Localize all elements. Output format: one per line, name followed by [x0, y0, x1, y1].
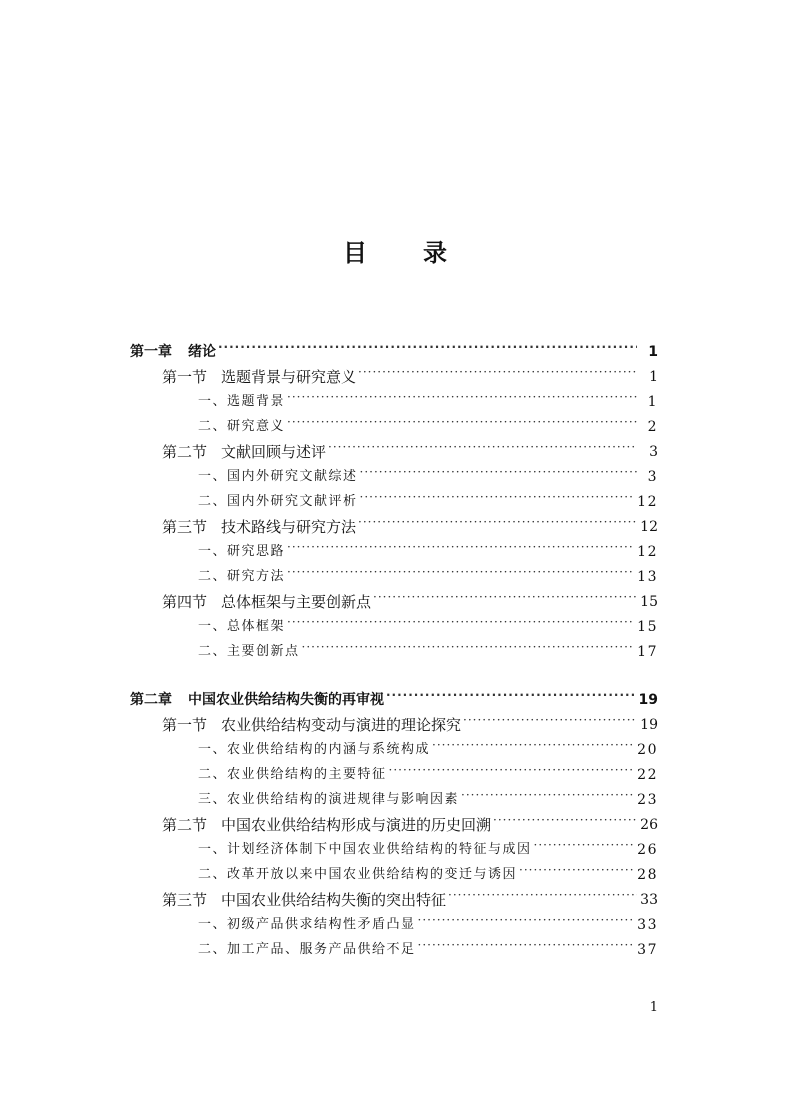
title-char-2: 录 [423, 239, 447, 267]
toc-entry-title [198, 763, 387, 787]
toc-entry-page: 13 [637, 569, 658, 585]
toc-entry-page: 22 [637, 767, 658, 783]
toc-entry-text: 二、加工产品、服务产品供给不足 [198, 942, 416, 957]
toc-entry-number: 第二章 [130, 692, 172, 708]
toc-entry-page: 2 [647, 419, 658, 435]
toc-entry-title [162, 713, 461, 737]
toc-entry-page: 19 [638, 692, 658, 708]
toc-entry-text: 二、研究方法 [198, 569, 286, 584]
toc-entry-text: 一、国内外研究文献综述 [198, 469, 358, 484]
toc-leader-dots [493, 808, 637, 832]
toc-entry-number: 第二节 [162, 443, 208, 461]
toc-entry-title [198, 465, 358, 489]
toc-entry-title [198, 838, 532, 862]
toc-entry-page: 3 [647, 469, 658, 485]
toc-entry-number: 第一章 [130, 344, 172, 360]
toc-entry-page: 12 [640, 519, 658, 535]
toc-entry-text: 中国农业供给结构失衡的突出特征 [221, 891, 447, 909]
toc-entry[interactable] [198, 938, 658, 962]
toc-leader-dots [360, 485, 635, 509]
toc-entry-page: 20 [637, 742, 658, 758]
toc-entry-text: 中国农业供给结构失衡的再审视 [188, 692, 384, 708]
toc-entry-text: 二、国内外研究文献评析 [198, 494, 358, 509]
toc-entry-page: 37 [637, 942, 658, 958]
toc-entry-text: 二、改革开放以来中国农业供给结构的变迁与诱因 [198, 867, 518, 882]
toc-entry-title [198, 938, 416, 962]
toc-entry-text: 农业供给结构变动与演进的理论探究 [221, 716, 462, 734]
toc-entry-page: 12 [637, 544, 658, 560]
title-char-1: 目 [343, 239, 367, 267]
toc-leader-dots [287, 410, 637, 434]
toc-entry-page: 1 [647, 394, 658, 410]
toc-leader-dots [386, 683, 636, 707]
toc-leader-dots [463, 708, 637, 732]
toc-leader-dots [218, 335, 637, 359]
toc-entry-page: 19 [640, 717, 658, 733]
toc-entry-text: 绪论 [188, 344, 216, 360]
toc-leader-dots [328, 435, 637, 459]
toc-entry-text: 二、研究意义 [198, 419, 286, 434]
toc-leader-dots [534, 833, 635, 857]
toc-entry-page: 23 [637, 792, 658, 808]
toc-entry-page: 28 [637, 867, 658, 883]
toc-entry-text: 二、农业供给结构的主要特征 [198, 767, 387, 782]
toc-entry-text: 一、研究思路 [198, 544, 286, 559]
toc-entry-text: 一、选题背景 [198, 394, 286, 409]
toc-entry-title [198, 415, 285, 439]
toc-leader-dots [360, 460, 637, 484]
toc-entry-text: 一、初级产品供求结构性矛盾凸显 [198, 917, 416, 932]
toc-entry-title [198, 565, 285, 589]
toc-entry-text: 文献回顾与述评 [221, 443, 327, 461]
toc-entry-title [162, 813, 491, 837]
toc-entry-page: 12 [637, 494, 658, 510]
toc-entry-text: 一、农业供给结构的内涵与系统构成 [198, 742, 431, 757]
toc-entry-number: 第三节 [162, 891, 208, 909]
toc-entry-title [198, 490, 358, 514]
toc-entry-page: 17 [637, 644, 658, 660]
toc-leader-dots [358, 360, 637, 384]
toc-leader-dots [389, 758, 635, 782]
toc-entry-title [198, 390, 285, 414]
toc-entry-page: 26 [640, 817, 658, 833]
toc-entry-page: 15 [637, 619, 658, 635]
toc-entry-title [198, 615, 285, 639]
toc-entry-number: 第三节 [162, 518, 208, 536]
toc-entry-number: 第一节 [162, 716, 208, 734]
toc-leader-dots [302, 635, 635, 659]
toc-entry-page: 33 [637, 917, 658, 933]
toc-entry-number: 第二节 [162, 816, 208, 834]
toc-entry-title [162, 888, 446, 912]
toc-entry-text: 一、计划经济体制下中国农业供给结构的特征与成因 [198, 842, 532, 857]
toc-entry-number: 第一节 [162, 368, 208, 386]
toc-entry-title [130, 688, 384, 712]
toc-leader-dots [373, 585, 637, 609]
toc-entry-title [162, 440, 326, 464]
toc-entry-page: 26 [637, 842, 658, 858]
toc-leader-dots [287, 385, 637, 409]
toc-leader-dots [287, 535, 634, 559]
toc-leader-dots [418, 908, 635, 932]
toc-leader-dots [287, 610, 634, 634]
toc-entry-page: 33 [640, 892, 658, 908]
toc-entry-page: 3 [649, 444, 658, 460]
toc-entry-text: 二、主要创新点 [198, 644, 300, 659]
toc-entry-text: 选题背景与研究意义 [221, 368, 357, 386]
toc-leader-dots [519, 858, 634, 882]
toc-entry[interactable] [198, 640, 658, 664]
toc-entry-text: 技术路线与研究方法 [221, 518, 357, 536]
toc-entry-text: 三、农业供给结构的演进规律与影响因素 [198, 792, 460, 807]
toc-entry-title [198, 913, 416, 937]
toc-leader-dots [448, 883, 637, 907]
page-title [0, 233, 790, 268]
toc-entry-title [130, 340, 216, 364]
toc-entry-page: 1 [649, 369, 658, 385]
toc-leader-dots [287, 560, 634, 584]
toc-entry-text: 总体框架与主要创新点 [221, 593, 372, 611]
toc-entry-title [198, 788, 459, 812]
toc-entry-text: 中国农业供给结构形成与演进的历史回溯 [221, 816, 492, 834]
toc-entry-text: 一、总体框架 [198, 619, 286, 634]
toc-entry-title [198, 540, 285, 564]
toc-entry-page: 15 [640, 594, 658, 610]
toc-entry-number: 第四节 [162, 593, 208, 611]
toc-entry-title [198, 640, 300, 664]
toc-entry-page: 1 [648, 344, 658, 360]
toc-leader-dots [432, 733, 634, 757]
toc-leader-dots [418, 933, 635, 957]
toc-leader-dots [461, 783, 634, 807]
footer-page-number: 1 [649, 1000, 658, 1015]
toc-leader-dots [358, 510, 637, 534]
